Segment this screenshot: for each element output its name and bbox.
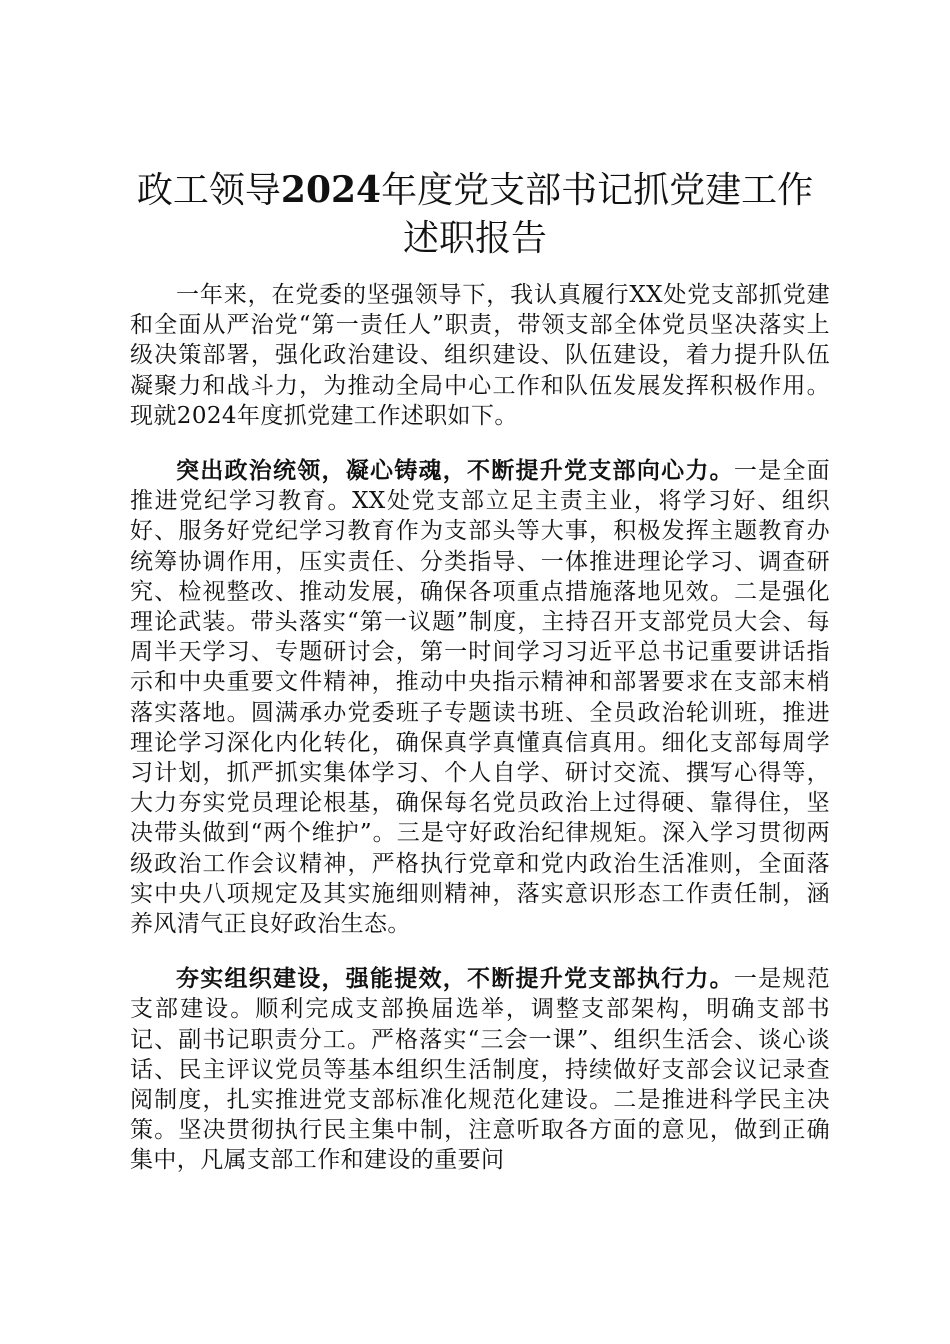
document-title [120,166,830,263]
title-part-2: 年度党支部书记抓党建工作述职报告 [381,170,814,259]
section-2-paragraph [130,964,830,1175]
section-1-text: 一是全面推进党纪学习教育。XX处党支部立足主责主业，将学习好、组织好、服务好党纪学习教育作为支部头等大事，积极发挥主题教育办统筹协调作用，压实责任、分类指导、一体推进理论学习、调查研究、检视整改、推动发展，确保各项重点措施落地见效。二是强化理论武装。带头落实“第一议题”制度，主持召开支部党员大会、每周半天学习、专题研讨会，第一时间学习习近平总书记重要讲话指示和中央重要文件精神，推动中央指示精神和部署要求在支部末梢落实落地。圆满承办党委班子专题读书班、全员政治轮训班，推进理论学习深化内化转化，确保真学真懂真信真用。细化支部每周学习计划，抓严抓实集体学习、个人自学、研讨交流、撰写心得等，大力夯实党员理论根基，确保每名党员政治上过得硬、靠得住，坚决带头做到“两个维护”。三是守好政治纪律规矩。深入学习贯彻两级政治工作会议精神，严格执行党章和党内政治生活准则，全面落实中央八项规定及其实施细则精神，落实意识形态工作责任制，涵养风清气正良好政治生态。 [130,458,830,938]
intro-paragraph: 一年来，在党委的坚强领导下，我认真履行XX处党支部抓党建和全面从严治党“第一责任人”职责，带领支部全体党员坚决落实上级决策部署，强化政治建设、组织建设、队伍建设，着力提升队伍凝聚力和战斗力，为推动全局中心工作和队伍发展发挥积极作用。现就2024年度抓党建工作述职如下。 [130,282,830,429]
section-1-paragraph [130,456,830,939]
section-2-heading: 夯实组织建设，强能提效，不断提升党支部执行力。 [176,965,734,993]
document-body [130,280,830,1201]
title-part-1: 政工领导 [136,170,281,211]
title-year: 2024 [280,169,382,211]
section-2-text: 一是规范支部建设。顺利完成支部换届选举，调整支部架构，明确支部书记、副书记职责分工。严格落实“三会一课”、组织生活会、谈心谈话、民主评议党员等基本组织生活制度，持续做好支部会议记录查阅制度，扎实推进党支部标准化规范化建设。二是推进科学民主决策。坚决贯彻执行民主集中制，注意听取各方面的意见，做到正确集中，凡属支部工作和建设的重要问 [130,966,830,1174]
section-1-heading: 突出政治统领，凝心铸魂，不断提升党支部向心力。 [176,457,734,485]
